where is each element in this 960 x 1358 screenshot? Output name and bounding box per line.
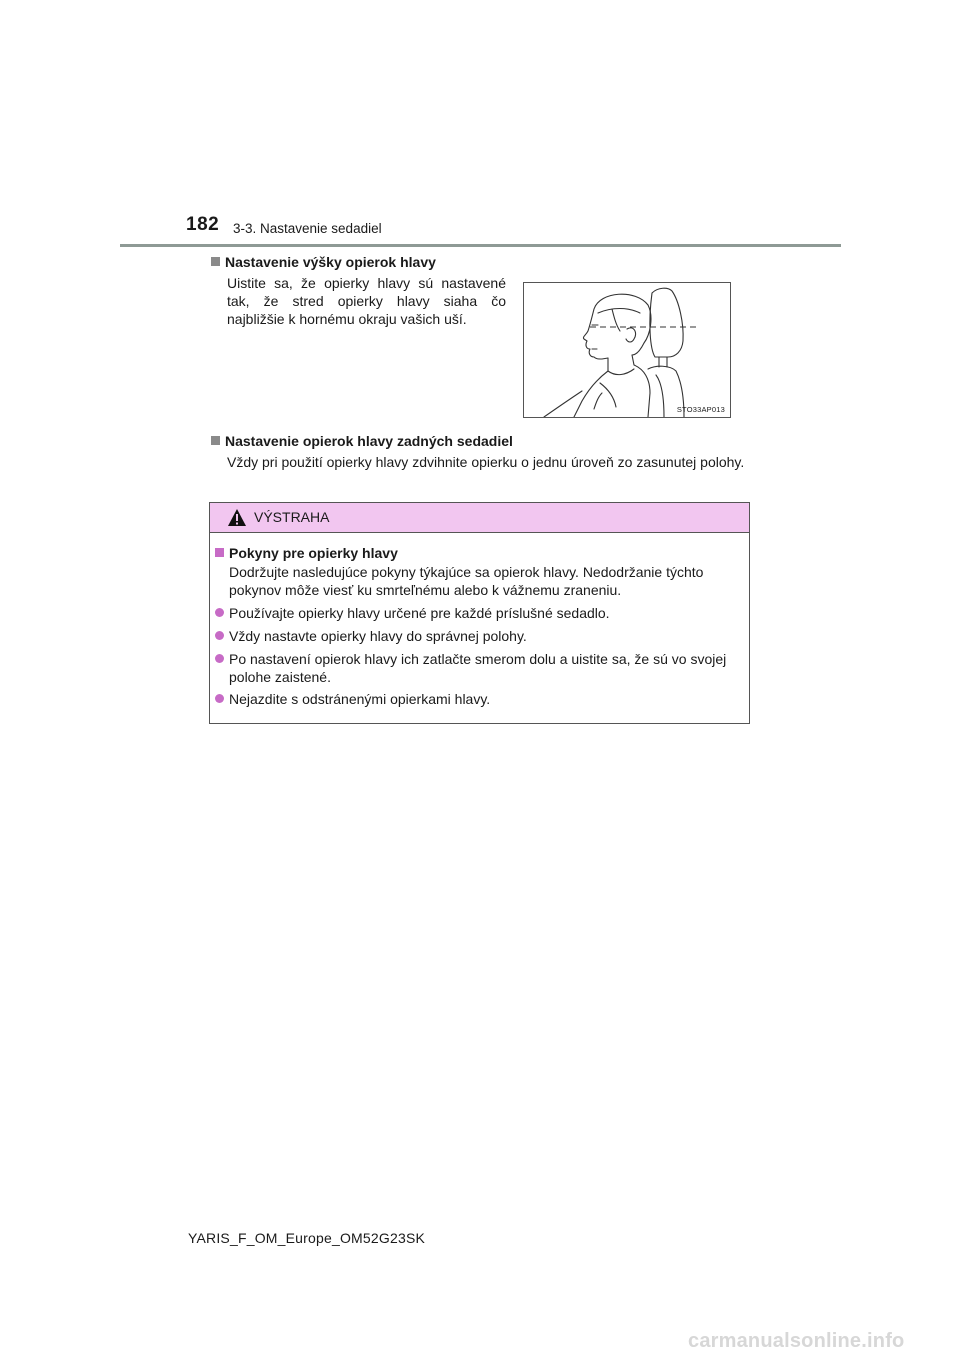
page-number: 182 [186, 214, 220, 235]
warning-bullet [215, 627, 743, 645]
warning-triangle-icon [227, 508, 247, 527]
warning-title: VÝSTRAHA [254, 509, 330, 525]
headrest-illustration [523, 282, 731, 418]
bullet-text: Používajte opierky hlavy určené pre každé príslušné sedadlo. [229, 605, 610, 621]
warning-bullet [215, 604, 743, 622]
square-bullet-icon [211, 257, 220, 266]
warning-header [210, 503, 749, 533]
bullet-dot-icon [215, 694, 224, 703]
warning-bullet [215, 650, 743, 686]
warning-text: Dodržujte nasledujúce pokyny týkajúce sa opierok hlavy. Nedodržanie týchto pokynov môže viesť ku smrteľnému alebo k vážnemu zraneniu. [229, 564, 704, 598]
square-bullet-icon [215, 548, 224, 557]
heading-text: Pokyny pre opierky hlavy [229, 545, 398, 561]
bullet-text: Nejazdite s odstránenými opierkami hlavy. [229, 691, 491, 707]
header-rule [120, 244, 841, 247]
person-headrest-icon [524, 283, 730, 417]
illustration-code: STO33AP013 [676, 405, 725, 414]
section-text-headrest-height: Uistite sa, že opierky hlavy sú nastavené tak, že stred opierky hlavy siaha čo najbližšie k hornému okraju vašich uší. [227, 275, 506, 327]
heading-text: Nastavenie opierok hlavy zadných sedadiel [225, 433, 513, 449]
bullet-text: Po nastavení opierok hlavy ich zatlačte smerom dolu a uistite sa, že sú vo svojej polohe zaistené. [229, 651, 727, 685]
section-heading-headrest-height [211, 254, 436, 270]
section-text-rear-headrests: Vždy pri použití opierky hlavy zdvihnite opierku o jednu úroveň zo zasunutej polohy. [227, 454, 745, 470]
section-title: 3-3. Nastavenie sedadiel [233, 221, 382, 236]
document-id-footer: YARIS_F_OM_Europe_OM52G23SK [188, 1230, 426, 1246]
watermark: carmanualsonline.info [688, 1330, 905, 1352]
square-bullet-icon [211, 436, 220, 445]
warning-bullet [215, 690, 743, 708]
section-heading-rear-headrests [211, 433, 513, 449]
warning-heading [215, 545, 398, 561]
bullet-dot-icon [215, 608, 224, 617]
heading-text: Nastavenie výšky opierok hlavy [225, 254, 436, 270]
bullet-dot-icon [215, 654, 224, 663]
bullet-dot-icon [215, 631, 224, 640]
bullet-text: Vždy nastavte opierky hlavy do správnej polohy. [229, 628, 527, 644]
warning-box [209, 502, 750, 724]
